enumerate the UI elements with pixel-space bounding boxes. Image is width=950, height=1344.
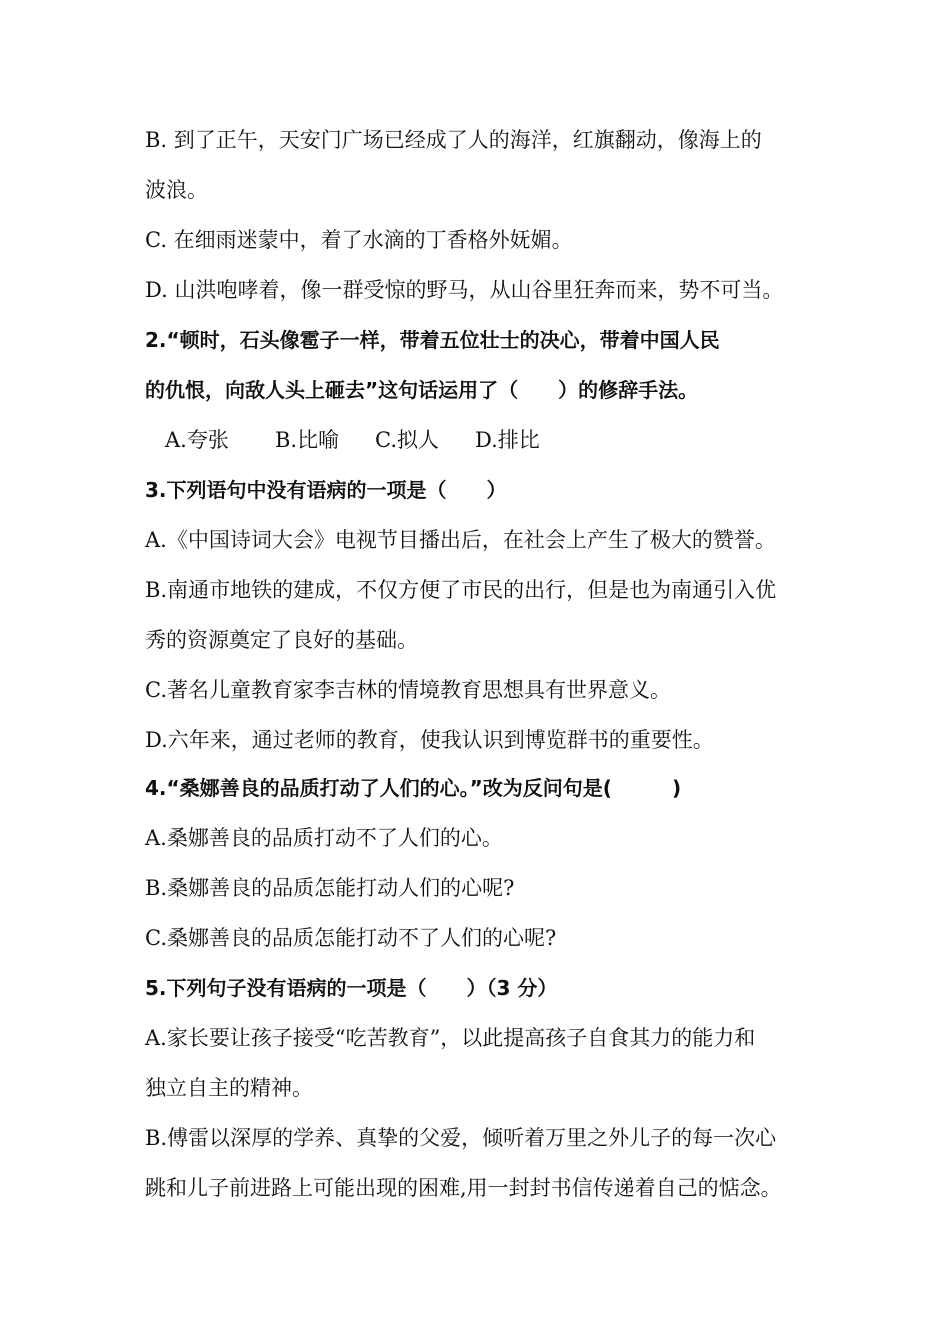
q1-option-c: C. 在细雨迷蒙中，着了水滴的丁香格外妩媚。 (145, 228, 573, 252)
q3-option-d: D.六年来，通过老师的教育，使我认识到博览群书的重要性。 (145, 728, 714, 752)
q2-option-c: C.拟人 (375, 428, 439, 452)
q5-stem: 5.下列句子没有语病的一项是（ ）（3 分） (145, 976, 558, 1000)
q1-option-b-line1: B. 到了正午，天安门广场已经成了人的海洋，红旗翻动，像海上的 (145, 128, 762, 152)
q5-option-b-line1: B.傅雷以深厚的学养、真挚的父爱，倾听着万里之外儿子的每一次心 (145, 1126, 777, 1150)
q4-option-c: C.桑娜善良的品质怎能打动不了人们的心呢? (145, 926, 557, 950)
q3-option-a: A.《中国诗词大会》电视节目播出后，在社会上产生了极大的赞誉。 (145, 528, 776, 552)
q4-stem: 4.“桑娜善良的品质打动了人们的心。”改为反问句是( ) (145, 776, 682, 800)
q5-option-a-line1: A.家长要让孩子接受“吃苦教育”，以此提高孩子自食其力的能力和 (145, 1026, 756, 1050)
q3-option-c: C.著名儿童教育家李吉林的情境教育思想具有世界意义。 (145, 678, 671, 702)
q2-stem-line1: 2.“顿时，石头像雹子一样，带着五位壮士的决心，带着中国人民 (145, 328, 720, 352)
q2-options (165, 426, 855, 454)
q4-option-b: B.桑娜善良的品质怎能打动人们的心呢? (145, 876, 515, 900)
q3-option-b-line1: B.南通市地铁的建成，不仅方便了市民的出行，但是也为南通引入优 (145, 578, 777, 602)
q2-stem-line2: 的仇恨，向敌人头上砸去”这句话运用了（ ）的修辞手法。 (145, 378, 699, 402)
q4-option-a: A.桑娜善良的品质打动不了人们的心。 (145, 826, 503, 850)
q5-option-a-line2: 独立自主的精神。 (145, 1076, 313, 1100)
q1-option-b-line2: 波浪。 (145, 178, 208, 202)
q3-stem: 3.下列语句中没有语病的一项是（ ） (145, 478, 507, 502)
q1-option-d: D. 山洪咆哮着，像一群受惊的野马，从山谷里狂奔而来，势不可当。 (145, 278, 784, 302)
q2-option-d: D.排比 (475, 428, 540, 452)
q3-option-b-line2: 秀的资源奠定了良好的基础。 (145, 628, 418, 652)
q5-option-b-line2: 跳和儿子前进路上可能出现的困难,用一封封书信传递着自己的惦念。 (145, 1176, 782, 1200)
q2-option-a: A.夸张 (165, 428, 229, 452)
q2-option-b: B.比喻 (275, 428, 340, 452)
